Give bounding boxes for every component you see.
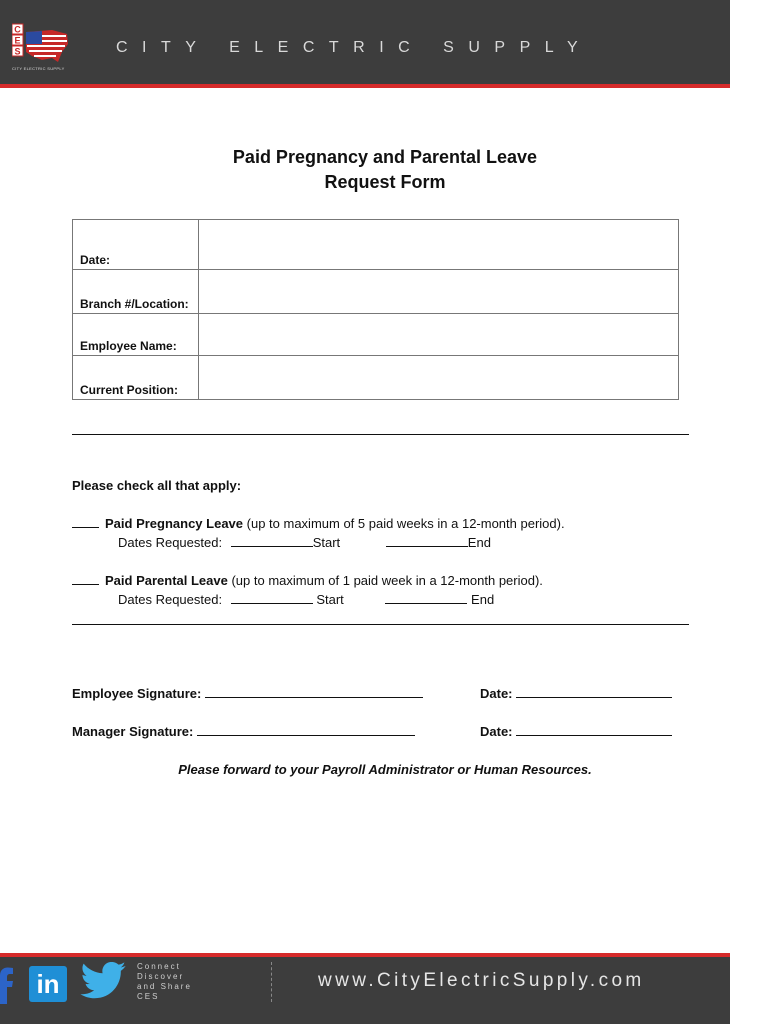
manager-signature-field[interactable] — [197, 724, 415, 736]
form-title-line2: Request Form — [324, 172, 446, 192]
brand-name: CITY ELECTRIC SUPPLY — [116, 39, 593, 56]
date-label: Date: — [73, 220, 199, 269]
employee-name-label: Employee Name: — [73, 314, 199, 355]
employee-name-field[interactable] — [199, 314, 678, 355]
employee-signature-row — [72, 686, 423, 701]
linkedin-icon[interactable]: in — [29, 966, 67, 1002]
header-accent-bar — [0, 84, 730, 88]
pregnancy-leave-option — [72, 516, 565, 531]
employee-signature-label: Employee Signature: — [72, 686, 202, 701]
employee-date-row — [480, 686, 672, 701]
website-link[interactable]: www.CityElectricSupply.com — [318, 970, 645, 991]
parental-leave-name: Paid Parental Leave — [105, 573, 228, 588]
section-divider — [72, 434, 689, 435]
employee-date-label: Date: — [480, 686, 513, 701]
parental-leave-option — [72, 573, 543, 588]
manager-date-label: Date: — [480, 724, 513, 739]
pregnancy-start-label: Start — [312, 535, 341, 550]
parental-dates-label: Dates Requested: — [118, 592, 223, 607]
employee-date-field[interactable] — [516, 686, 672, 698]
current-position-label: Current Position: — [73, 356, 199, 399]
form-title-line1: Paid Pregnancy and Parental Leave — [232, 147, 538, 167]
table-row — [73, 269, 678, 313]
branch-location-label: Branch #/Location: — [73, 270, 199, 313]
pregnancy-leave-detail: (up to maximum of 5 paid weeks in a 12-month period). — [246, 516, 565, 531]
table-row — [73, 355, 678, 399]
manager-date-field[interactable] — [516, 724, 672, 736]
date-field[interactable] — [199, 220, 678, 269]
pregnancy-dates-row — [118, 535, 491, 550]
parental-leave-checkbox[interactable] — [72, 573, 99, 585]
parental-end-date-field[interactable] — [385, 592, 467, 604]
pregnancy-leave-checkbox[interactable] — [72, 516, 99, 528]
manager-signature-row — [72, 724, 415, 739]
table-row — [73, 220, 678, 269]
pregnancy-end-label: End — [467, 535, 491, 550]
employee-signature-field[interactable] — [205, 686, 423, 698]
parental-dates-row — [118, 592, 494, 607]
facebook-icon[interactable] — [0, 966, 14, 1004]
forward-note: Please forward to your Payroll Administrator or Human Resources. — [178, 762, 592, 777]
parental-end-label: End — [471, 592, 495, 607]
branch-location-field[interactable] — [199, 270, 678, 313]
logo-letter-c: C — [14, 24, 21, 35]
check-heading: Please check all that apply: — [72, 478, 242, 493]
pregnancy-leave-name: Paid Pregnancy Leave — [105, 516, 244, 531]
pregnancy-start-date-field[interactable] — [231, 535, 313, 547]
logo-caption: CITY ELECTRIC SUPPLY — [12, 66, 65, 71]
parental-leave-detail: (up to maximum of 1 paid week in a 12-month period). — [231, 573, 543, 588]
twitter-icon[interactable] — [80, 962, 128, 1002]
section-divider — [72, 624, 689, 625]
manager-signature-label: Manager Signature: — [72, 724, 194, 739]
parental-start-date-field[interactable] — [231, 592, 313, 604]
table-row — [73, 313, 678, 355]
connect-text: Connect Discover and Share CES — [137, 962, 192, 1001]
manager-date-row — [480, 724, 672, 739]
pregnancy-dates-label: Dates Requested: — [118, 535, 223, 550]
logo-letter-e: E — [14, 35, 21, 46]
pregnancy-end-date-field[interactable] — [386, 535, 468, 547]
footer-divider — [271, 962, 272, 1002]
logo-letter-s: S — [14, 46, 21, 57]
employee-info-table — [72, 219, 679, 400]
parental-start-label: Start — [316, 592, 344, 607]
current-position-field[interactable] — [199, 356, 678, 399]
